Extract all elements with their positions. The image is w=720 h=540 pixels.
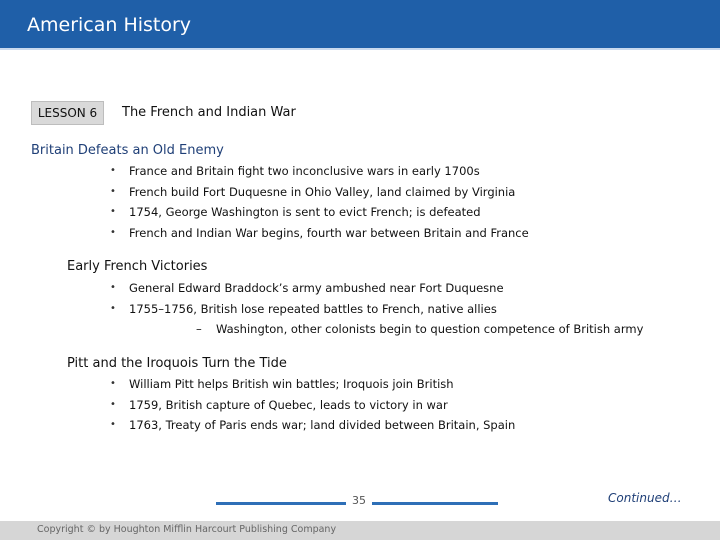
bullet-icon: • <box>110 398 116 410</box>
bullet-icon: • <box>110 378 116 389</box>
dash-icon: – <box>196 322 202 336</box>
bullet-icon: • <box>110 226 116 238</box>
bullet-icon: • <box>110 206 116 217</box>
lesson-title: The French and Indian War <box>122 105 296 120</box>
section-heading-pitt-iroquois: Pitt and the Iroquois Turn the Tide <box>67 356 287 371</box>
footer-divider-left <box>216 502 346 505</box>
bullet-icon: • <box>110 165 116 176</box>
copyright-bar <box>0 521 720 540</box>
header-title: American History <box>27 14 192 36</box>
header-bar <box>0 0 720 50</box>
page-number: 35 <box>352 494 366 507</box>
footer-divider-right <box>372 502 498 505</box>
section-heading-early-french-victories: Early French Victories <box>67 259 208 274</box>
bullet-icon: • <box>110 419 116 430</box>
lesson-label: LESSON 6 <box>31 101 104 125</box>
copyright-text: Copyright © by Houghton Mifflin Harcourt Publishing Company <box>37 524 337 535</box>
bullet-icon: • <box>110 282 116 293</box>
bullet-icon: • <box>110 302 116 314</box>
section-heading-britain-defeats: Britain Defeats an Old Enemy <box>31 143 224 158</box>
continued-label: Continued… <box>608 491 682 505</box>
bullet-icon: • <box>110 185 116 197</box>
